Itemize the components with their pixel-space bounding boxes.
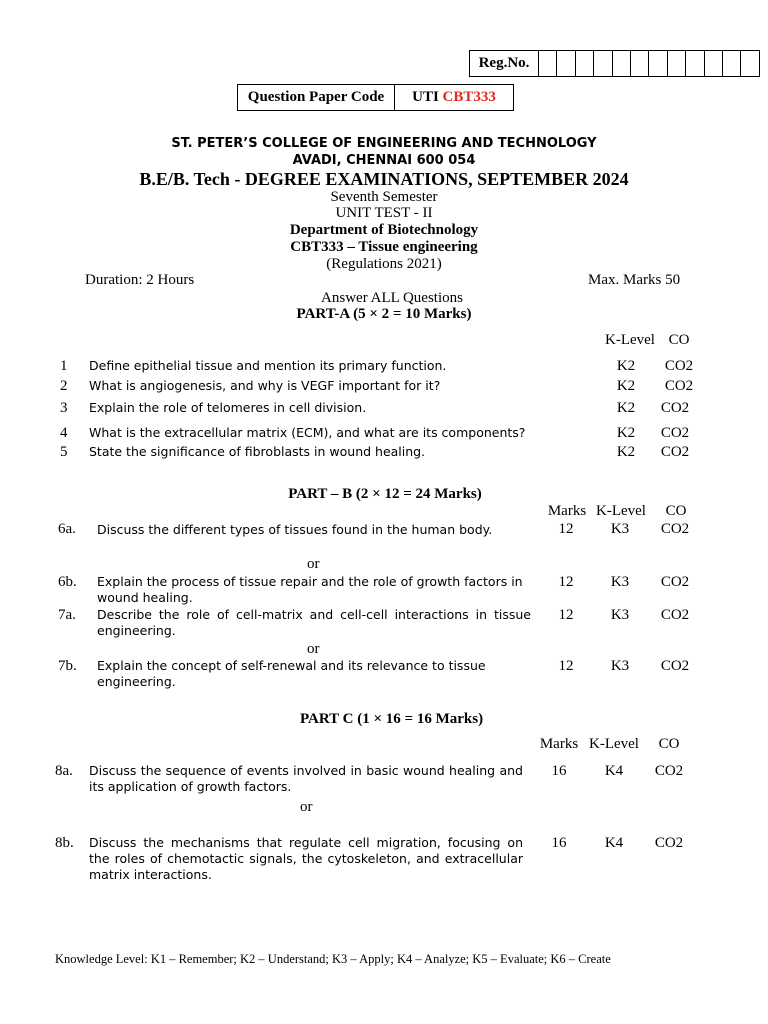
question-number: 6b.	[58, 574, 77, 590]
part-c-klevel-header: K-Level	[589, 736, 639, 752]
or-separator: or	[300, 799, 313, 815]
part-a-klevel-header: K-Level	[605, 332, 655, 348]
or-separator: or	[307, 641, 320, 657]
part-b-co-header: CO	[665, 503, 687, 519]
test-name: UNIT TEST - II	[335, 205, 433, 221]
question-co: CO2	[654, 835, 684, 851]
question-klevel: K2	[616, 444, 636, 460]
question-klevel: K3	[610, 658, 630, 674]
question-marks: 12	[558, 607, 574, 623]
part-b-title-text: PART – B (2 × 12 = 24 Marks)	[288, 486, 482, 502]
college-name: ST. PETER’S COLLEGE OF ENGINEERING AND TECHNOLOGY	[171, 136, 597, 151]
reg-no-box	[469, 50, 760, 77]
question-co: CO2	[660, 607, 690, 623]
question-co: CO2	[664, 358, 694, 374]
question-klevel: K2	[616, 358, 636, 374]
question-klevel: K2	[616, 425, 636, 441]
regulations: (Regulations 2021)	[326, 256, 442, 272]
question-number: 8a.	[55, 763, 73, 779]
question-klevel: K3	[610, 521, 630, 537]
reg-no-cell	[686, 51, 704, 76]
question-number: 6a.	[58, 521, 76, 537]
reg-no-cell	[557, 51, 575, 76]
question-text: Discuss the sequence of events involved in basic wound healing and its application of growth factors.	[89, 763, 523, 794]
question-text: Discuss the different types of tissues found in the human body.	[97, 522, 493, 537]
part-a-title: PART-A (5 × 2 = 10 Marks)	[296, 306, 472, 322]
question-text: Define epithelial tissue and mention its primary function.	[89, 358, 447, 373]
exam-title: B.E/B. Tech - DEGREE EXAMINATIONS, SEPTEMBER 2024	[139, 169, 629, 189]
question-text: Discuss the mechanisms that regulate cell migration, focusing on the roles of chemotactic signals, the cytoskeleton, and extracellular matrix interactions.	[89, 835, 523, 882]
reg-no-cell	[741, 51, 758, 76]
part-a-co-header: CO	[668, 332, 690, 348]
question-marks: 12	[558, 521, 574, 537]
question-marks: 16	[551, 835, 567, 851]
question-text: State the significance of fibroblasts in wound healing.	[89, 444, 426, 459]
question-klevel: K2	[616, 400, 636, 416]
question-paper-code-label: Question Paper Code	[238, 85, 395, 110]
question-co: CO2	[660, 400, 690, 416]
reg-no-cell	[631, 51, 649, 76]
question-marks: 12	[558, 574, 574, 590]
question-klevel: K2	[616, 378, 636, 394]
question-number: 8b.	[55, 835, 74, 851]
qp-code-number: CBT333	[442, 89, 496, 105]
duration: Duration: 2 Hours	[85, 272, 195, 288]
question-text: Explain the role of telomeres in cell division.	[89, 400, 367, 415]
question-text: Describe the role of cell-matrix and cell-cell interactions in tissue engineering.	[97, 607, 531, 638]
question-number: 7a.	[58, 607, 76, 623]
question-co: CO2	[654, 763, 684, 779]
reg-no-cell	[613, 51, 631, 76]
course-title: CBT333 – Tissue engineering	[290, 239, 478, 255]
qp-code-prefix: UTI	[412, 89, 439, 105]
question-klevel: K3	[610, 574, 630, 590]
instruction: Answer ALL Questions	[321, 290, 463, 306]
question-klevel: K3	[610, 607, 630, 623]
reg-no-cell	[594, 51, 612, 76]
reg-no-cell	[576, 51, 594, 76]
question-number: 2	[60, 378, 68, 394]
part-b-title	[0, 486, 768, 503]
part-b-marks-header: Marks	[547, 503, 587, 519]
question-marks: 16	[551, 763, 567, 779]
question-number: 7b.	[58, 658, 77, 674]
college-address: AVADI, CHENNAI 600 054	[292, 153, 476, 168]
question-text: Explain the process of tissue repair and the role of growth factors in wound healing.	[97, 574, 523, 605]
or-separator: or	[307, 556, 320, 572]
question-co: CO2	[660, 574, 690, 590]
question-klevel: K4	[604, 835, 624, 851]
question-paper-code-box	[237, 84, 514, 111]
question-number: 3	[60, 400, 68, 416]
part-c-co-header: CO	[658, 736, 680, 752]
question-co: CO2	[660, 444, 690, 460]
question-paper-code-value	[395, 85, 513, 110]
part-c-marks-header: Marks	[539, 736, 579, 752]
reg-no-cell	[723, 51, 741, 76]
question-marks: 12	[558, 658, 574, 674]
reg-no-cell	[668, 51, 686, 76]
part-b-klevel-header: K-Level	[596, 503, 646, 519]
question-text: Explain the concept of self-renewal and its relevance to tissue engineering.	[97, 658, 486, 689]
knowledge-level-legend: Knowledge Level: K1 – Remember; K2 – Understand; K3 – Apply; K4 – Analyze; K5 – Evaluate; K6 – Create	[55, 952, 611, 966]
reg-no-cell	[649, 51, 667, 76]
max-marks: Max. Marks 50	[588, 272, 681, 288]
part-c-title: PART C (1 × 16 = 16 Marks)	[300, 711, 484, 727]
question-number: 4	[60, 425, 68, 441]
question-co: CO2	[660, 658, 690, 674]
reg-no-cell	[705, 51, 723, 76]
reg-no-label: Reg.No.	[470, 51, 539, 76]
question-number: 5	[60, 444, 68, 460]
question-co: CO2	[664, 378, 694, 394]
question-co: CO2	[660, 521, 690, 537]
question-text: What is the extracellular matrix (ECM), and what are its components?	[89, 425, 526, 440]
reg-no-cell	[539, 51, 557, 76]
question-number: 1	[60, 358, 68, 374]
question-klevel: K4	[604, 763, 624, 779]
department: Department of Biotechnology	[289, 222, 479, 238]
question-text: What is angiogenesis, and why is VEGF important for it?	[89, 378, 441, 393]
semester: Seventh Semester	[330, 189, 438, 205]
question-co: CO2	[660, 425, 690, 441]
